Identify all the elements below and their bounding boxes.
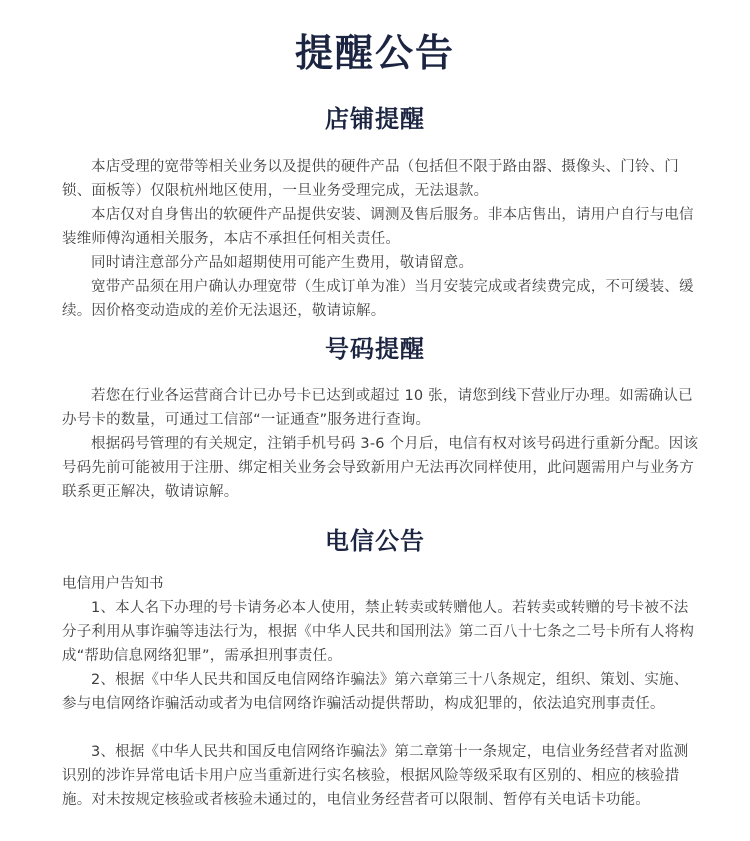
- telecom-subheading: 电信用户告知书: [62, 576, 164, 592]
- telecom-paragraph-2: 2、根据《中华人民共和国反电信网络诈骗法》第六章第三十八条规定，组织、策划、实施、参与电信网络诈骗活动或者为电信网络诈骗活动提供帮助，构成犯罪的，依法追究刑事责任。: [62, 672, 689, 712]
- shop-paragraph-4: 宽带产品须在用户确认办理宽带（生成订单为准）当月安装完成或者续费完成，不可缓装、缓续。因价格变动造成的差价无法退还，敬请谅解。: [62, 279, 694, 319]
- shop-paragraph-2: 本店仅对自身售出的软硬件产品提供安装、调测及售后服务。非本店售出，请用户自行与电信装维师傅沟通相关服务，本店不承担任何相关责任。: [62, 207, 694, 247]
- telecom-section-title: 电信公告: [325, 527, 425, 555]
- number-paragraph-2: 根据码号管理的有关规定，注销手机号码 3-6 个月后，电信有权对该号码进行重新分配。因该号码先前可能被用于注册、绑定相关业务会导致新用户无法再次同样使用，此问题需用户与业务方联系更正解决，敬请谅解。: [62, 436, 699, 500]
- telecom-paragraph-3: 3、根据《中华人民共和国反电信网络诈骗法》第二章第十一条规定，电信业务经营者对监测识别的涉诈异常电话卡用户应当重新进行实名核验，根据风险等级采取有区别的、相应的核验措施。对未按规定核验或者核验未通过的，电信业务经营者可以限制、暂停有关电话卡功能。: [62, 744, 689, 808]
- shop-section-title: 店铺提醒: [325, 105, 425, 133]
- page-title: 提醒公告: [294, 31, 455, 75]
- telecom-paragraph-1: 1、本人名下办理的号卡请务必本人使用，禁止转卖或转赠他人。若转卖或转赠的号卡被不法分子利用从事诈骗等违法行为，根据《中华人民共和国刑法》第二百八十七条之二号卡所有人将构成“帮助信息网络犯罪”，需承担刑事责任。: [62, 600, 695, 664]
- shop-paragraph-3: 同时请注意部分产品如超期使用可能产生费用，敬请留意。: [91, 255, 474, 271]
- shop-paragraph-1: 本店受理的宽带等相关业务以及提供的硬件产品（包括但不限于路由器、摄像头、门铃、门锁、面板等）仅限杭州地区使用，一旦业务受理完成，无法退款。: [62, 159, 679, 199]
- number-section-title: 号码提醒: [325, 335, 425, 363]
- number-paragraph-1: 若您在行业各运营商合计已办号卡已达到或超过 10 张，请您到线下营业厅办理。如需确认已办号卡的数量，可通过工信部“一证通查”服务进行查询。: [62, 388, 693, 428]
